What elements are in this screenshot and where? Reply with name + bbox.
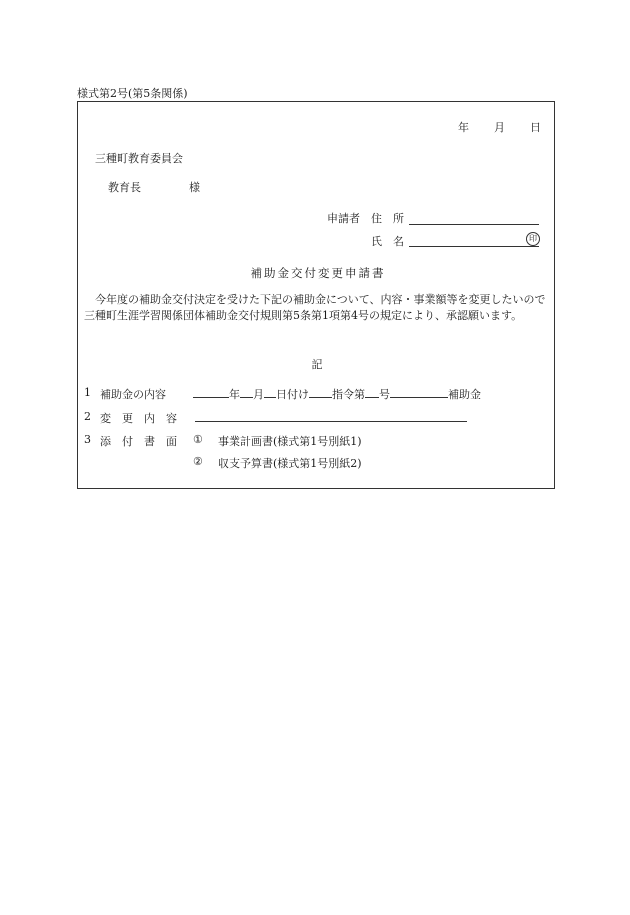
attachment-2-text: 収支予算書(様式第1号別紙2) — [218, 457, 362, 470]
decision-date-blank[interactable] — [309, 386, 332, 398]
subsidy-name-blank[interactable] — [390, 386, 448, 398]
address-label: 住 所 — [371, 212, 404, 225]
month-blank[interactable] — [240, 386, 253, 398]
form-caption: 様式第2号(第5条関係) — [77, 87, 188, 100]
document-title: 補助金交付変更申請書 — [250, 266, 386, 280]
item-number-3: 3 — [84, 433, 91, 446]
applicant-label: 申請者 — [327, 212, 360, 225]
addressee-title: 教育長 — [108, 181, 141, 194]
item-label-change-content: 変 更 内 容 — [100, 412, 177, 425]
attachment-1-mark: ① — [193, 433, 203, 446]
item-label-attachments: 添 付 書 面 — [100, 435, 177, 448]
directive-prefix: 指令第 — [332, 388, 365, 401]
seal-icon: 印 — [526, 232, 540, 246]
directive-number-blank[interactable] — [365, 386, 379, 398]
ki-heading: 記 — [311, 358, 323, 371]
item-number-2: 2 — [84, 410, 91, 423]
address-field-line[interactable] — [409, 224, 539, 225]
subsidy-content-fields — [193, 386, 481, 402]
directive-suffix: 号 — [379, 388, 390, 401]
addressee-honorific: 様 — [189, 181, 200, 194]
day-blank[interactable] — [264, 386, 276, 398]
date-month: 月 — [494, 121, 505, 134]
day-suffix: 日付け — [276, 388, 309, 401]
attachment-1-text: 事業計画書(様式第1号別紙1) — [218, 435, 362, 448]
year-blank[interactable] — [193, 386, 229, 398]
item-label-subsidy-content: 補助金の内容 — [100, 388, 166, 401]
name-label: 氏 名 — [371, 235, 404, 248]
date-year: 年 — [458, 121, 469, 134]
change-content-line[interactable] — [195, 421, 467, 422]
item-number-1: 1 — [84, 386, 91, 399]
subsidy-suffix: 補助金 — [448, 388, 481, 401]
attachment-2-mark: ② — [193, 455, 203, 468]
year-unit: 年 — [229, 388, 240, 401]
date-day: 日 — [530, 121, 541, 134]
body-paragraph: 今年度の補助金交付決定を受けた下記の補助金について、内容・事業額等を変更したいので三種町生涯学習関係団体補助金交付規則第5条第1項第4号の規定により、承認願います。 — [84, 293, 546, 322]
name-field-line[interactable] — [409, 246, 539, 247]
month-unit: 月 — [253, 388, 264, 401]
addressee-organization: 三種町教育委員会 — [95, 152, 183, 165]
